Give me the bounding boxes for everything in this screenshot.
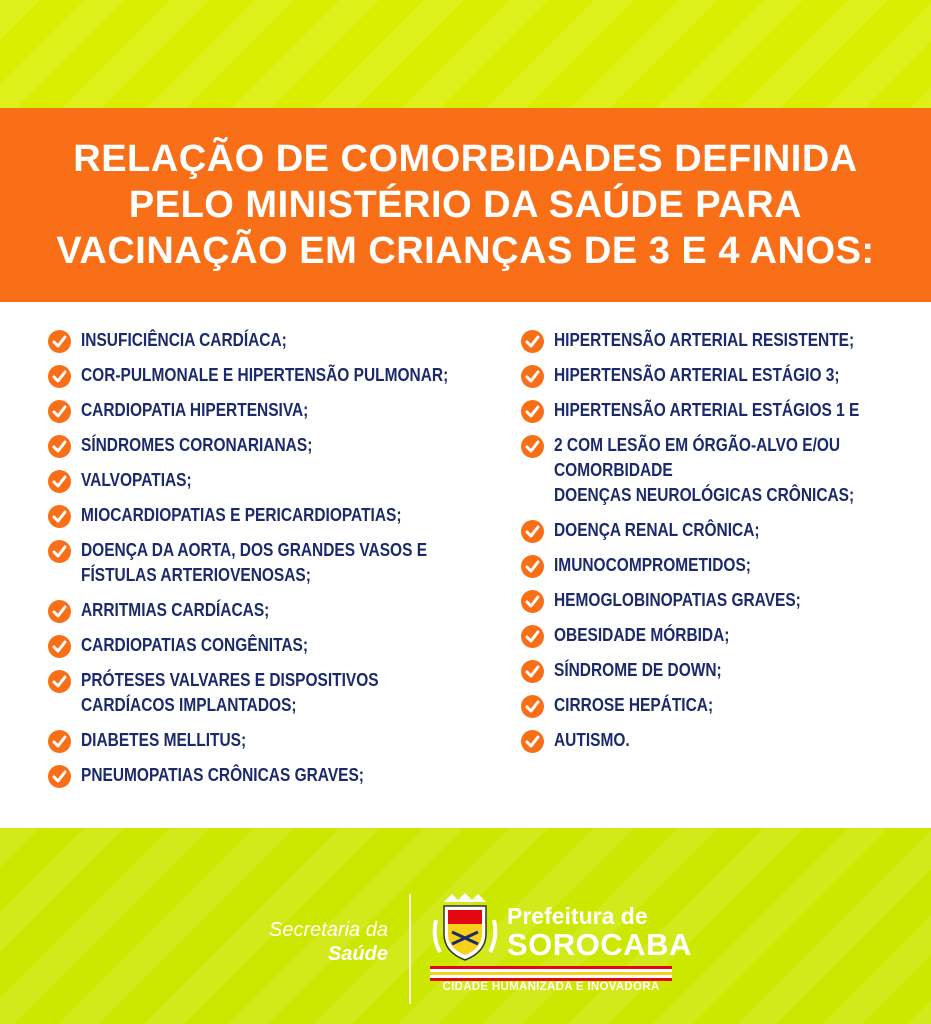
list-item — [48, 633, 488, 658]
prefeitura-city: SOROCABA — [507, 927, 692, 962]
list-item-text: DOENÇA DA AORTA, DOS GRANDES VASOS E — [81, 540, 428, 560]
list-item-text: HIPERTENSÃO ARTERIAL RESISTENTE; — [554, 330, 855, 350]
list-item — [48, 468, 488, 493]
list-item-text: ARRITMIAS CARDÍACAS; — [81, 600, 270, 620]
secretaria-line-2: Saúde — [327, 943, 388, 965]
title-line-1: RELAÇÃO DE COMORBIDADES DEFINIDA — [73, 138, 858, 180]
logo-divider — [409, 894, 411, 1004]
check-icon — [521, 730, 544, 753]
sorocaba-coat-of-arms-icon — [430, 892, 500, 964]
check-icon — [48, 730, 71, 753]
list-item-text: VALVOPATIAS; — [81, 470, 192, 490]
list-item — [48, 563, 488, 588]
list-item — [521, 398, 911, 423]
list-item — [48, 693, 488, 718]
check-icon — [48, 670, 71, 693]
secretaria-line-1: Secretaria da — [269, 919, 388, 941]
list-item-text: HIPERTENSÃO ARTERIAL ESTÁGIO 3; — [554, 365, 840, 385]
title-line-3: VACINAÇÃO EM CRIANÇAS DE 3 E 4 ANOS: — [56, 230, 875, 272]
check-icon — [48, 635, 71, 658]
check-icon — [48, 330, 71, 353]
list-item — [521, 658, 911, 683]
list-item — [521, 518, 911, 543]
title-line-2: PELO MINISTÉRIO DA SAÚDE PARA — [128, 184, 803, 226]
check-icon — [521, 695, 544, 718]
list-item-text: CARDIOPATIA HIPERTENSIVA; — [81, 400, 309, 420]
list-item — [521, 728, 911, 753]
list-item — [48, 728, 488, 753]
list-item-text: SÍNDROME DE DOWN; — [554, 660, 722, 680]
list-item — [521, 623, 911, 648]
check-icon — [48, 470, 71, 493]
check-icon — [48, 765, 71, 788]
list-item-text: IMUNOCOMPROMETIDOS; — [554, 555, 751, 575]
list-item-text: INSUFICIÊNCIA CARDÍACA; — [81, 330, 287, 350]
check-icon — [521, 400, 544, 423]
list-item — [48, 398, 488, 423]
list-item — [521, 553, 911, 578]
check-icon — [48, 365, 71, 388]
list-item-text: COMORBIDADE — [554, 460, 673, 480]
list-item — [48, 668, 488, 693]
check-icon — [48, 540, 71, 563]
list-item-text: PRÓTESES VALVARES E DISPOSITIVOS — [81, 670, 379, 690]
list-item-text: SÍNDROMES CORONARIANAS; — [81, 435, 313, 455]
check-icon — [48, 505, 71, 528]
check-icon — [521, 365, 544, 388]
list-item — [521, 363, 911, 388]
check-icon — [521, 555, 544, 578]
check-icon — [521, 660, 544, 683]
list-item — [48, 363, 488, 388]
top-green-band — [0, 0, 931, 108]
title-banner — [0, 108, 931, 302]
list-item-text: HIPERTENSÃO ARTERIAL ESTÁGIOS 1 E — [554, 400, 860, 420]
prefeitura-title: Prefeitura de — [507, 903, 648, 929]
list-item-text: FÍSTULAS ARTERIOVENOSAS; — [81, 565, 311, 585]
check-icon — [48, 600, 71, 623]
list-item-text: CARDIOPATIAS CONGÊNITAS; — [81, 635, 309, 655]
list-item-text: CARDÍACOS IMPLANTADOS; — [81, 695, 297, 715]
list-item-text: AUTISMO. — [554, 730, 630, 750]
list-item-text: 2 COM LESÃO EM ÓRGÃO-ALVO E/OU — [554, 435, 841, 455]
list-item-text: OBESIDADE MÓRBIDA; — [554, 625, 730, 645]
list-item — [48, 763, 488, 788]
list-item-text: DOENÇAS NEUROLÓGICAS CRÔNICAS; — [554, 485, 855, 505]
list-item — [521, 483, 911, 508]
list-item-text: PNEUMOPATIAS CRÔNICAS GRAVES; — [81, 765, 364, 785]
list-item — [48, 328, 488, 353]
list-item-text: CIRROSE HEPÁTICA; — [554, 695, 714, 715]
footer-logos — [0, 880, 931, 1010]
check-icon — [48, 435, 71, 458]
list-item-text: DOENÇA RENAL CRÔNICA; — [554, 520, 760, 540]
list-item-text: HEMOGLOBINOPATIAS GRAVES; — [554, 590, 801, 610]
list-item-text: COR-PULMONALE E HIPERTENSÃO PULMONAR; — [81, 365, 449, 385]
list-item-text: MIOCARDIOPATIAS E PERICARDIOPATIAS; — [81, 505, 402, 525]
list-item — [521, 588, 911, 613]
left-column — [48, 328, 488, 798]
check-icon — [521, 520, 544, 543]
list-item — [48, 503, 488, 528]
check-icon — [521, 330, 544, 353]
list-item — [521, 328, 911, 353]
list-item — [521, 458, 911, 483]
list-item — [48, 538, 488, 563]
check-icon — [521, 435, 544, 458]
right-column — [521, 328, 911, 763]
list-item — [521, 693, 911, 718]
list-item — [521, 433, 911, 458]
check-icon — [48, 400, 71, 423]
secretaria-saude-logo — [248, 918, 388, 966]
comorbidities-panel — [0, 302, 931, 828]
list-item-text: DIABETES MELLITUS; — [81, 730, 247, 750]
flag-stripes — [430, 966, 672, 978]
list-item — [48, 433, 488, 458]
check-icon — [521, 625, 544, 648]
prefeitura-tagline: CIDADE HUMANIZADA E INOVADORA — [442, 981, 660, 993]
list-item — [48, 598, 488, 623]
check-icon — [521, 590, 544, 613]
